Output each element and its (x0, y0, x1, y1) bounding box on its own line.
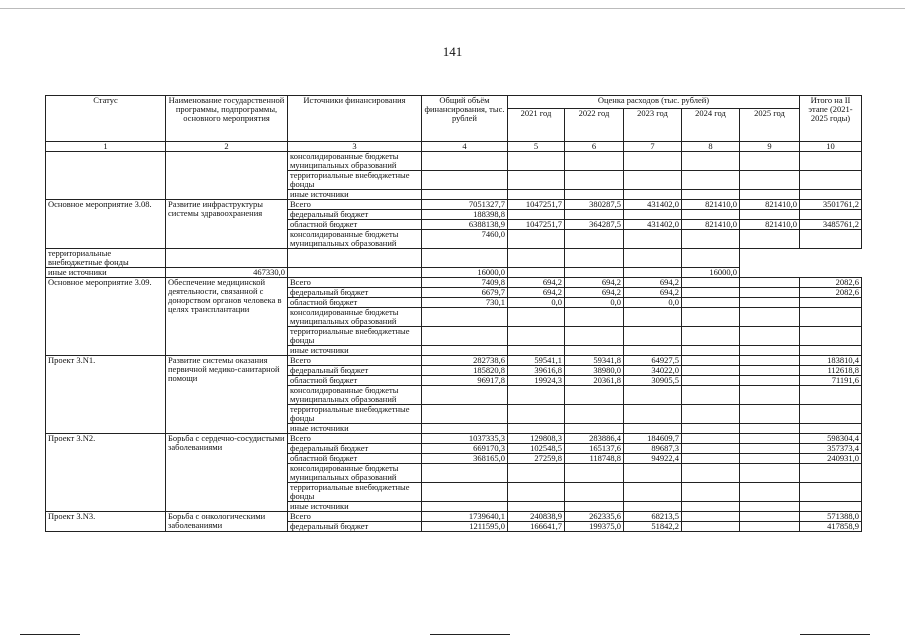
column-number: 2 (166, 142, 288, 152)
amount-cell (740, 278, 800, 288)
amount-cell: 1047251,7 (508, 200, 565, 210)
amount-cell (565, 424, 624, 434)
amount-cell (740, 502, 800, 512)
amount-cell (682, 376, 740, 386)
funding-source-cell: консолидированные бюджеты муниципальных образований (288, 308, 422, 327)
amount-cell (800, 346, 862, 356)
amount-cell (740, 512, 800, 522)
amount-cell (800, 424, 862, 434)
status-cell (46, 152, 166, 200)
amount-cell: 283886,4 (565, 434, 624, 444)
amount-cell: 59541,1 (508, 356, 565, 366)
amount-cell: 2082,6 (800, 288, 862, 298)
amount-cell (740, 464, 800, 483)
amount-cell: 417858,9 (800, 522, 862, 532)
amount-cell: 7051327,7 (422, 200, 508, 210)
funding-source-cell: областной бюджет (288, 298, 422, 308)
amount-cell (682, 454, 740, 464)
amount-cell: 262335,6 (565, 512, 624, 522)
funding-source-cell: Всего (288, 356, 422, 366)
table-row (46, 512, 862, 522)
amount-cell (624, 152, 682, 171)
column-number: 10 (800, 142, 862, 152)
amount-cell (166, 249, 288, 268)
amount-cell (624, 464, 682, 483)
program-name-cell: Развитие системы оказания первичной медико-санитарной помощи (166, 356, 288, 434)
amount-cell (624, 483, 682, 502)
amount-cell (422, 502, 508, 512)
amount-cell (740, 308, 800, 327)
column-number: 6 (565, 142, 624, 152)
amount-cell: 1037335,3 (422, 434, 508, 444)
amount-cell: 185820,8 (422, 366, 508, 376)
amount-cell (624, 424, 682, 434)
amount-cell (565, 268, 624, 278)
amount-cell (682, 230, 740, 249)
amount-cell: 30905,5 (624, 376, 682, 386)
table-row (46, 434, 862, 444)
amount-cell: 19924,3 (508, 376, 565, 386)
amount-cell (508, 405, 565, 424)
amount-cell (800, 327, 862, 346)
amount-cell (565, 152, 624, 171)
amount-cell: 71191,6 (800, 376, 862, 386)
status-cell: Проект 3.N1. (46, 356, 166, 434)
amount-cell: 96917,8 (422, 376, 508, 386)
amount-cell (682, 405, 740, 424)
amount-cell (508, 210, 565, 220)
amount-cell (624, 230, 682, 249)
amount-cell (508, 152, 565, 171)
amount-cell (565, 346, 624, 356)
amount-cell (624, 190, 682, 200)
amount-cell: 694,2 (565, 278, 624, 288)
amount-cell: 16000,0 (422, 268, 508, 278)
funding-source-cell: территориальные внебюджетные фонды (288, 171, 422, 190)
amount-cell: 467330,0 (166, 268, 288, 278)
amount-cell (800, 464, 862, 483)
funding-source-cell: консолидированные бюджеты муниципальных образований (288, 152, 422, 171)
funding-source-cell: территориальные внебюджетные фонды (46, 249, 166, 268)
amount-cell: 1047251,7 (508, 220, 565, 230)
program-name-cell: Обеспечение медицинской деятельности, связанной с донорством органов человека в целях трансплантации (166, 278, 288, 356)
amount-cell: 129808,3 (508, 434, 565, 444)
budget-table (45, 95, 862, 532)
table-header (46, 96, 862, 152)
funding-source-cell: областной бюджет (288, 454, 422, 464)
funding-source-cell: иные источники (288, 190, 422, 200)
amount-cell (508, 424, 565, 434)
amount-cell (682, 366, 740, 376)
amount-cell (682, 502, 740, 512)
amount-cell: 357373,4 (800, 444, 862, 454)
amount-cell (800, 171, 862, 190)
amount-cell (508, 464, 565, 483)
top-scan-line (0, 8, 905, 9)
amount-cell (740, 522, 800, 532)
amount-cell (565, 483, 624, 502)
amount-cell (682, 298, 740, 308)
amount-cell (740, 444, 800, 454)
bottom-scan-mark (20, 634, 80, 635)
amount-cell (740, 190, 800, 200)
amount-cell: 380287,5 (565, 200, 624, 210)
amount-cell (508, 483, 565, 502)
amount-cell (508, 268, 565, 278)
amount-cell (508, 502, 565, 512)
amount-cell (624, 502, 682, 512)
amount-cell (800, 483, 862, 502)
amount-cell (682, 190, 740, 200)
amount-cell (740, 366, 800, 376)
header-year: 2025 год (740, 109, 800, 142)
amount-cell (565, 230, 624, 249)
amount-cell: 0,0 (565, 298, 624, 308)
amount-cell (422, 483, 508, 502)
amount-cell: 6388138,9 (422, 220, 508, 230)
amount-cell: 166641,7 (508, 522, 565, 532)
amount-cell: 669170,3 (422, 444, 508, 454)
amount-cell (624, 268, 682, 278)
funding-source-cell: федеральный бюджет (288, 444, 422, 454)
amount-cell (800, 308, 862, 327)
amount-cell (740, 386, 800, 405)
amount-cell: 102548,5 (508, 444, 565, 454)
amount-cell: 368165,0 (422, 454, 508, 464)
amount-cell (682, 210, 740, 220)
amount-cell (508, 308, 565, 327)
funding-source-cell: Всего (288, 278, 422, 288)
header-total: Общий объём финансирования, тыс. рублей (422, 96, 508, 142)
header-name: Наименование государственной программы, подпрограммы, основного мероприятия (166, 96, 288, 142)
column-number: 1 (46, 142, 166, 152)
amount-cell (740, 454, 800, 464)
funding-source-cell: территориальные внебюджетные фонды (288, 327, 422, 346)
amount-cell: 240931,0 (800, 454, 862, 464)
amount-cell (682, 434, 740, 444)
amount-cell (740, 230, 800, 249)
status-cell: Основное мероприятие 3.09. (46, 278, 166, 356)
amount-cell: 431402,0 (624, 220, 682, 230)
amount-cell (740, 483, 800, 502)
amount-cell (800, 386, 862, 405)
amount-cell: 199375,0 (565, 522, 624, 532)
amount-cell (682, 512, 740, 522)
amount-cell: 3485761,2 (800, 220, 862, 230)
header-year: 2023 год (624, 109, 682, 142)
bottom-scan-mark (430, 634, 510, 635)
amount-cell: 6679,7 (422, 288, 508, 298)
column-number-row (46, 142, 862, 152)
amount-cell (624, 405, 682, 424)
amount-cell (740, 210, 800, 220)
amount-cell: 694,2 (508, 288, 565, 298)
amount-cell (565, 502, 624, 512)
amount-cell (800, 210, 862, 220)
amount-cell (800, 502, 862, 512)
amount-cell: 183810,4 (800, 356, 862, 366)
amount-cell (682, 483, 740, 502)
amount-cell: 38980,0 (565, 366, 624, 376)
amount-cell (624, 386, 682, 405)
amount-cell (682, 346, 740, 356)
amount-cell (740, 376, 800, 386)
program-name-cell: Борьба с онкологическими заболеваниями (166, 512, 288, 532)
amount-cell (800, 405, 862, 424)
funding-source-cell: областной бюджет (288, 376, 422, 386)
amount-cell (422, 308, 508, 327)
funding-source-cell: федеральный бюджет (288, 288, 422, 298)
column-number: 5 (508, 142, 565, 152)
program-name-cell: Развитие инфраструктуры системы здравоохранения (166, 200, 288, 249)
amount-cell: 821410,0 (740, 200, 800, 210)
amount-cell (422, 386, 508, 405)
header-year: 2022 год (565, 109, 624, 142)
table-row (46, 200, 862, 210)
amount-cell (422, 249, 508, 268)
amount-cell: 598304,4 (800, 434, 862, 444)
amount-cell (740, 171, 800, 190)
amount-cell (800, 230, 862, 249)
amount-cell: 64927,5 (624, 356, 682, 366)
amount-cell (800, 152, 862, 171)
amount-cell (740, 288, 800, 298)
column-number: 8 (682, 142, 740, 152)
column-number: 9 (740, 142, 800, 152)
amount-cell (740, 298, 800, 308)
amount-cell (682, 356, 740, 366)
header-stage-total: Итого на II этапе (2021-2025 годы) (800, 96, 862, 142)
amount-cell (422, 190, 508, 200)
amount-cell: 240838,9 (508, 512, 565, 522)
header-source: Источники финансирования (288, 96, 422, 142)
amount-cell: 16000,0 (682, 268, 740, 278)
amount-cell (565, 249, 624, 268)
header-year: 2021 год (508, 109, 565, 142)
amount-cell: 282738,6 (422, 356, 508, 366)
amount-cell: 431402,0 (624, 200, 682, 210)
amount-cell: 20361,8 (565, 376, 624, 386)
funding-source-cell: федеральный бюджет (288, 366, 422, 376)
amount-cell (508, 249, 565, 268)
amount-cell: 184609,7 (624, 434, 682, 444)
amount-cell (624, 210, 682, 220)
amount-cell (740, 405, 800, 424)
amount-cell: 1211595,0 (422, 522, 508, 532)
funding-source-cell: иные источники (46, 268, 166, 278)
table-row (46, 249, 862, 268)
amount-cell: 112618,8 (800, 366, 862, 376)
amount-cell (682, 288, 740, 298)
amount-cell (682, 444, 740, 454)
amount-cell (508, 346, 565, 356)
funding-source-cell: Всего (288, 200, 422, 210)
amount-cell (508, 386, 565, 405)
amount-cell: 39616,8 (508, 366, 565, 376)
amount-cell (682, 308, 740, 327)
funding-source-cell: иные источники (288, 346, 422, 356)
amount-cell (800, 190, 862, 200)
amount-cell: 364287,5 (565, 220, 624, 230)
amount-cell: 118748,8 (565, 454, 624, 464)
amount-cell (508, 171, 565, 190)
amount-cell (565, 190, 624, 200)
funding-source-cell: Всего (288, 512, 422, 522)
table-row (46, 152, 862, 171)
amount-cell (740, 346, 800, 356)
funding-source-cell: иные источники (288, 502, 422, 512)
amount-cell (682, 424, 740, 434)
amount-cell: 7460,0 (422, 230, 508, 249)
amount-cell (624, 327, 682, 346)
amount-cell (682, 464, 740, 483)
amount-cell (508, 230, 565, 249)
amount-cell (624, 346, 682, 356)
table-row (46, 278, 862, 288)
funding-source-cell: территориальные внебюджетные фонды (288, 483, 422, 502)
amount-cell: 59341,8 (565, 356, 624, 366)
funding-source-cell: консолидированные бюджеты муниципальных образований (288, 230, 422, 249)
amount-cell: 0,0 (624, 298, 682, 308)
status-cell: Основное мероприятие 3.08. (46, 200, 166, 249)
amount-cell: 2082,6 (800, 278, 862, 288)
amount-cell: 821410,0 (682, 200, 740, 210)
amount-cell: 821410,0 (682, 220, 740, 230)
header-estimate: Оценка расходов (тыс. рублей) (508, 96, 800, 109)
amount-cell: 7409,8 (422, 278, 508, 288)
amount-cell (682, 522, 740, 532)
amount-cell: 821410,0 (740, 220, 800, 230)
program-name-cell (166, 152, 288, 200)
amount-cell (565, 386, 624, 405)
amount-cell: 51842,2 (624, 522, 682, 532)
amount-cell (624, 308, 682, 327)
amount-cell: 89687,3 (624, 444, 682, 454)
column-number: 4 (422, 142, 508, 152)
amount-cell (624, 249, 682, 268)
amount-cell: 694,2 (624, 278, 682, 288)
table-body (46, 152, 862, 532)
amount-cell (682, 278, 740, 288)
amount-cell (422, 464, 508, 483)
table-row (46, 268, 862, 278)
amount-cell (740, 327, 800, 346)
funding-source-cell: федеральный бюджет (288, 210, 422, 220)
amount-cell (422, 346, 508, 356)
amount-cell: 694,2 (624, 288, 682, 298)
column-number: 7 (624, 142, 682, 152)
amount-cell: 1739640,1 (422, 512, 508, 522)
amount-cell (422, 405, 508, 424)
funding-source-cell: Всего (288, 434, 422, 444)
amount-cell (682, 249, 740, 268)
amount-cell (565, 327, 624, 346)
amount-cell: 0,0 (508, 298, 565, 308)
bottom-scan-mark (800, 634, 870, 635)
status-cell: Проект 3.N2. (46, 434, 166, 512)
amount-cell (740, 434, 800, 444)
page-number: 141 (442, 44, 463, 59)
header-status: Статус (46, 96, 166, 142)
amount-cell: 27259,8 (508, 454, 565, 464)
amount-cell (422, 424, 508, 434)
amount-cell (800, 298, 862, 308)
amount-cell (740, 356, 800, 366)
amount-cell (565, 210, 624, 220)
amount-cell (422, 327, 508, 346)
amount-cell (422, 171, 508, 190)
funding-source-cell: консолидированные бюджеты муниципальных образований (288, 386, 422, 405)
amount-cell (508, 327, 565, 346)
amount-cell (682, 327, 740, 346)
amount-cell (508, 190, 565, 200)
table-row (46, 356, 862, 366)
amount-cell: 571388,0 (800, 512, 862, 522)
amount-cell (682, 386, 740, 405)
funding-source-cell: консолидированные бюджеты муниципальных образований (288, 464, 422, 483)
amount-cell: 68213,5 (624, 512, 682, 522)
amount-cell (682, 171, 740, 190)
amount-cell (740, 424, 800, 434)
amount-cell (288, 249, 422, 268)
funding-source-cell: территориальные внебюджетные фонды (288, 405, 422, 424)
funding-source-cell: иные источники (288, 424, 422, 434)
amount-cell: 694,2 (565, 288, 624, 298)
amount-cell (565, 405, 624, 424)
funding-source-cell: областной бюджет (288, 220, 422, 230)
program-name-cell: Борьба с сердечно-сосудистыми заболеваниями (166, 434, 288, 512)
header-year: 2024 год (682, 109, 740, 142)
amount-cell (565, 171, 624, 190)
amount-cell (740, 152, 800, 171)
status-cell: Проект 3.N3. (46, 512, 166, 532)
amount-cell: 34022,0 (624, 366, 682, 376)
amount-cell: 3501761,2 (800, 200, 862, 210)
amount-cell: 694,2 (508, 278, 565, 288)
amount-cell (624, 171, 682, 190)
amount-cell: 94922,4 (624, 454, 682, 464)
amount-cell: 188398,8 (422, 210, 508, 220)
column-number: 3 (288, 142, 422, 152)
funding-source-cell: федеральный бюджет (288, 522, 422, 532)
amount-cell: 165137,6 (565, 444, 624, 454)
amount-cell (288, 268, 422, 278)
amount-cell (565, 464, 624, 483)
amount-cell (682, 152, 740, 171)
amount-cell (422, 152, 508, 171)
amount-cell (565, 308, 624, 327)
amount-cell: 730,1 (422, 298, 508, 308)
